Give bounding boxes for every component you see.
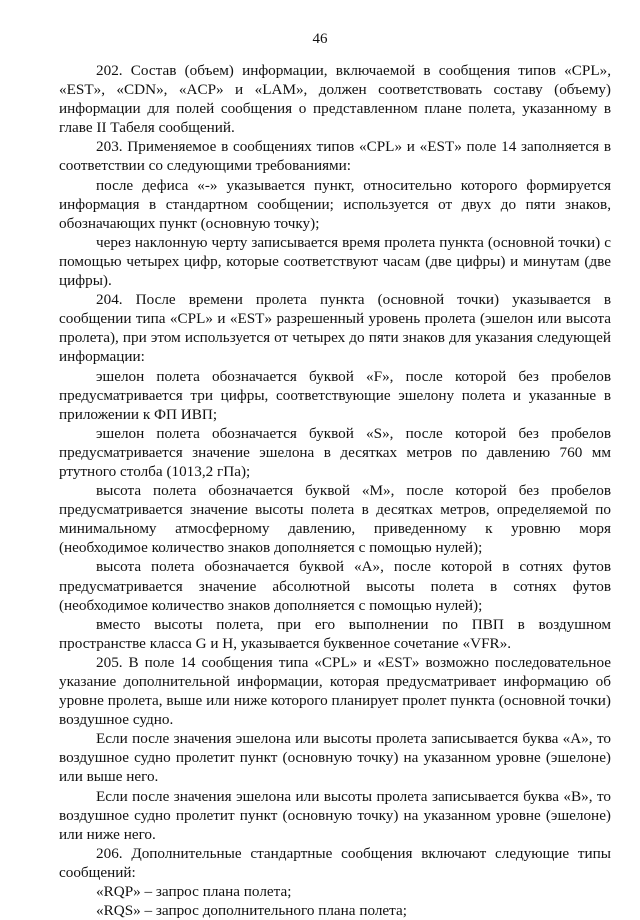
paragraph-205-letter-a: Если после значения эшелона или высоты пролета записывается буква «A», то воздушное судно пролетит пункт (основную точку) на указанном уровне (эшелоне) или выше него. [59,730,611,786]
paragraph-206-item-rqs: «RQS» – запрос дополнительного плана полета; [96,902,407,920]
paragraph-205: 205. В поле 14 сообщения типа «CPL» и «EST» возможно последовательное указание дополнительной информации, которая предусматривает информацию об уровне пролета, выше или ниже которого планирует пролет пункта (основной точки) воздушное судно. [59,653,611,729]
paragraph-204-item-s: эшелон полета обозначается буквой «S», после которой без пробелов предусматривается значение эшелона в десятках метров по давлению 760 мм ртутного столба (1013,2 гПа); [59,424,611,480]
paragraph-204-item-f: эшелон полета обозначается буквой «F», после которой без пробелов предусматривается три цифры, соответствующие эшелону полета и указанные в приложении к ФП ИВП; [59,367,611,423]
paragraph-204-item-vfr: вместо высоты полета, при его выполнении по ПВП в воздушном пространстве класса G и H, указывается буквенное сочетание «VFR». [59,615,611,652]
paragraph-205-letter-b: Если после значения эшелона или высоты пролета записывается буква «B», то воздушное судно пролетит пункт (основную точку) на указанном уровне (эшелоне) или ниже него. [59,787,611,843]
paragraph-203: 203. Применяемое в сообщениях типов «CPL» и «EST» поле 14 заполняется в соответствии со следующими требованиями: [59,138,611,175]
paragraph-206: 206. Дополнительные стандартные сообщения включают следующие типы сообщений: [59,844,611,881]
paragraph-204-item-a: высота полета обозначается буквой «A», после которой в сотнях футов предусматривается значение абсолютной высоты полета в сотнях футов (необходимое количество знаков дополняется с помощью нулей); [59,558,611,614]
paragraph-206-item-rqp: «RQP» – запрос плана полета; [96,883,292,901]
paragraph-202: 202. Состав (объем) информации, включаемой в сообщения типов «CPL», «EST», «CDN», «ACP» и «LAM», должен соответствовать составу (объему) информации для полей сообщения о представленном плане полета, указанному в главе II Табеля сообщений. [59,62,611,137]
paragraph-203-item-slash: через наклонную черту записывается время пролета пункта (основной точки) с помощью четырех цифр, которые соответствуют часам (две цифры) и минутам (две цифры). [59,233,611,290]
paragraph-204: 204. После времени пролета пункта (основной точки) указывается в сообщении типа «CPL» и «EST» разрешенный уровень пролета (эшелон или высота пролета), при этом используется от четырех до пяти знаков для указания следующей информации: [59,291,611,366]
page-body [59,61,611,920]
paragraph-203-item-dash: после дефиса «-» указывается пункт, относительно которого формируется информация в стандартном сообщении; используется от двух до пяти знаков, обозначающих пункт (основную точку); [59,176,611,232]
paragraph-204-item-m: высота полета обозначается буквой «M», после которой без пробелов предусматривается значение высоты полета в десятках метров, определяемой по минимальному атмосферному давлению, приведенному к уровню моря (необходимое количество знаков дополняется с помощью нулей); [59,482,611,557]
page-number: 46 [312,31,328,47]
